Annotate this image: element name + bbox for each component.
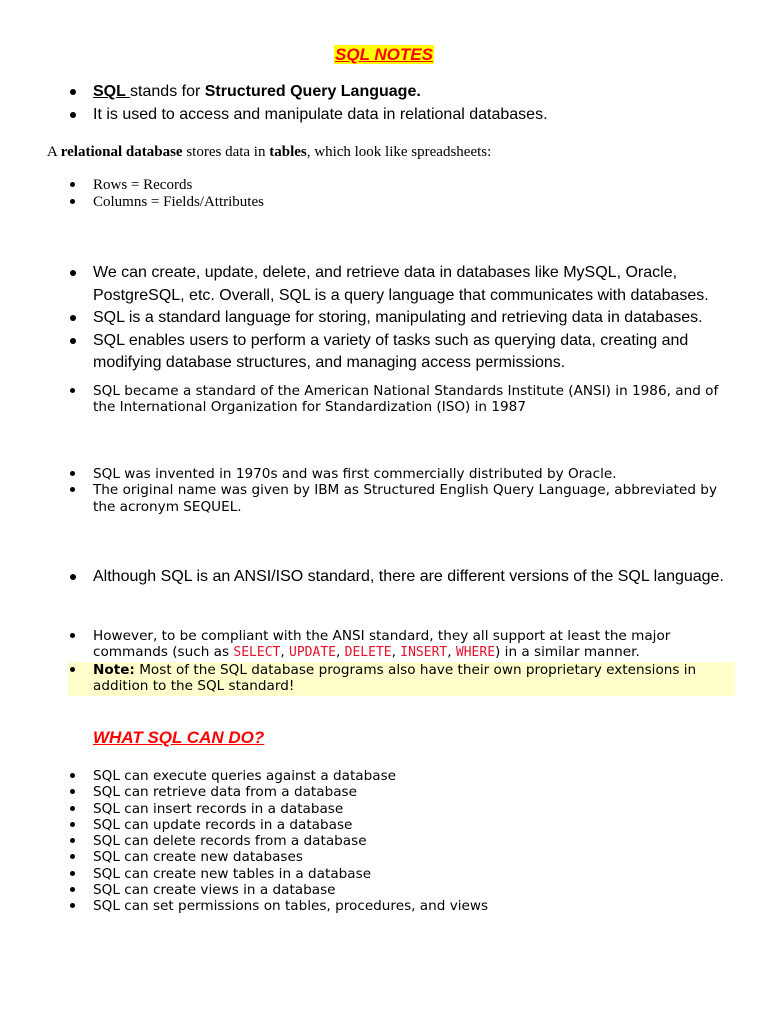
text: , bbox=[447, 644, 456, 661]
list-item-text: SQL is a standard language for storing, manipulating and retrieving data in databases. bbox=[93, 309, 703, 326]
list-item bbox=[68, 833, 728, 849]
keyword-delete: DELETE bbox=[344, 645, 392, 661]
bullet-icon bbox=[70, 789, 75, 794]
bullet-icon bbox=[70, 871, 75, 876]
relational-list bbox=[68, 177, 728, 211]
bullet-icon bbox=[70, 471, 75, 476]
list-item bbox=[68, 768, 728, 784]
list-item-text: SQL can create new databases bbox=[93, 849, 303, 866]
bullet-icon bbox=[70, 633, 75, 638]
bullet-icon bbox=[70, 89, 76, 95]
keyword-update: UPDATE bbox=[289, 645, 336, 661]
intro-expansion: Structured Query Language. bbox=[204, 83, 421, 100]
text: tables bbox=[269, 144, 307, 160]
list-item bbox=[68, 801, 728, 817]
list-item bbox=[68, 307, 728, 330]
bullet-icon bbox=[70, 773, 75, 778]
list-item bbox=[68, 466, 728, 482]
note-box bbox=[68, 662, 735, 697]
list-item-text: SQL can execute queries against a database bbox=[93, 768, 397, 784]
bullet-icon bbox=[70, 574, 76, 580]
bullet-icon bbox=[70, 487, 75, 492]
list-item bbox=[68, 104, 728, 127]
list-item bbox=[68, 566, 728, 589]
bullet-icon bbox=[70, 806, 75, 811]
title-text: SQL NOTES bbox=[335, 45, 433, 64]
list-item-text: We can create, update, delete, and retrieve data in databases like MySQL, Oracle, PostgreSQL, etc. Overall, SQL is a query language that communicates with databases. bbox=[93, 264, 709, 304]
bullet-icon bbox=[70, 667, 75, 672]
section-heading: WHAT SQL CAN DO? bbox=[93, 728, 265, 747]
note-text: Most of the SQL database programs also have their own proprietary extensions in addition to the SQL standard! bbox=[93, 661, 697, 694]
list-item-text: SQL became a standard of the American National Standards Institute (ANSI) in 1986, and of the International Organization for Standardization (ISO) in 1987 bbox=[93, 383, 719, 416]
bullet-icon bbox=[70, 270, 76, 276]
list-item bbox=[68, 849, 728, 865]
compliance-list bbox=[68, 628, 728, 696]
list-item-text: Columns = Fields/Attributes bbox=[93, 194, 264, 210]
bullet-icon bbox=[70, 338, 76, 344]
keyword-select: SELECT bbox=[233, 645, 281, 661]
note-label: Note: bbox=[93, 661, 135, 678]
text: , bbox=[280, 644, 290, 661]
list-item-text: SQL can insert records in a database bbox=[93, 800, 344, 817]
bullet-icon bbox=[70, 903, 75, 908]
list-item-text: Although SQL is an ANSI/ISO standard, there are different versions of the SQL language. bbox=[93, 568, 724, 585]
text: , bbox=[391, 644, 401, 661]
relational-paragraph bbox=[47, 143, 747, 161]
list-item-text: SQL was invented in 1970s and was first commercially distributed by Oracle. bbox=[93, 466, 617, 482]
list-item bbox=[68, 81, 728, 104]
bullet-icon bbox=[70, 112, 76, 118]
page-title bbox=[0, 44, 768, 66]
list-item bbox=[68, 628, 728, 662]
bullet-icon bbox=[70, 854, 75, 859]
list-item-text: SQL can create views in a database bbox=[93, 882, 336, 899]
intro-text: It is used to access and manipulate data in relational databases. bbox=[93, 105, 548, 123]
text: relational database bbox=[60, 144, 183, 160]
list-item bbox=[68, 383, 728, 416]
history-list bbox=[68, 466, 728, 515]
text: , bbox=[336, 644, 345, 661]
list-item-text: SQL can update records in a database bbox=[93, 816, 353, 833]
list-item bbox=[68, 262, 728, 307]
list-item-text: Rows = Records bbox=[93, 177, 193, 193]
intro-text: stands for bbox=[130, 83, 205, 100]
ansi-list bbox=[68, 383, 728, 416]
list-item bbox=[68, 882, 728, 898]
list-item bbox=[68, 866, 728, 882]
bullet-icon bbox=[70, 822, 75, 827]
bullet-icon bbox=[70, 199, 75, 204]
sql-abbrev: SQL bbox=[93, 83, 131, 100]
can-do-list bbox=[68, 768, 728, 915]
text: stores data in bbox=[182, 144, 270, 160]
list-item bbox=[68, 194, 728, 211]
capabilities-list bbox=[68, 262, 728, 375]
list-item bbox=[68, 330, 728, 375]
list-item bbox=[68, 482, 728, 515]
list-item bbox=[68, 177, 728, 194]
list-item bbox=[68, 784, 728, 800]
intro-list bbox=[68, 81, 728, 126]
bullet-icon bbox=[70, 887, 75, 892]
list-item-text: SQL can set permissions on tables, procedures, and views bbox=[93, 898, 489, 915]
text: A bbox=[47, 144, 61, 160]
text: , which look like spreadsheets: bbox=[306, 144, 492, 160]
bullet-icon bbox=[70, 315, 76, 321]
keyword-insert: INSERT bbox=[400, 645, 448, 661]
list-item-text: SQL can delete records from a database bbox=[93, 833, 367, 850]
list-item-text: The original name was given by IBM as Structured English Query Language, abbreviated by the acronym SEQUEL. bbox=[93, 482, 717, 515]
text: ) in a similar manner. bbox=[495, 644, 640, 661]
bullet-icon bbox=[70, 838, 75, 843]
list-item bbox=[68, 898, 728, 914]
list-item-text: SQL can retrieve data from a database bbox=[93, 784, 357, 801]
list-item-text: SQL enables users to perform a variety of tasks such as querying data, creating and modifying database structures, and managing access permissions. bbox=[93, 331, 689, 371]
list-item-text: However, to be compliant with the ANSI standard, they all support at least the major commands (such as bbox=[93, 628, 671, 661]
bullet-icon bbox=[70, 388, 75, 393]
list-item bbox=[68, 817, 728, 833]
bullet-icon bbox=[70, 182, 75, 187]
list-item-text: SQL can create new tables in a database bbox=[93, 865, 372, 882]
keyword-where: WHERE bbox=[455, 645, 496, 661]
versions-list bbox=[68, 566, 728, 589]
